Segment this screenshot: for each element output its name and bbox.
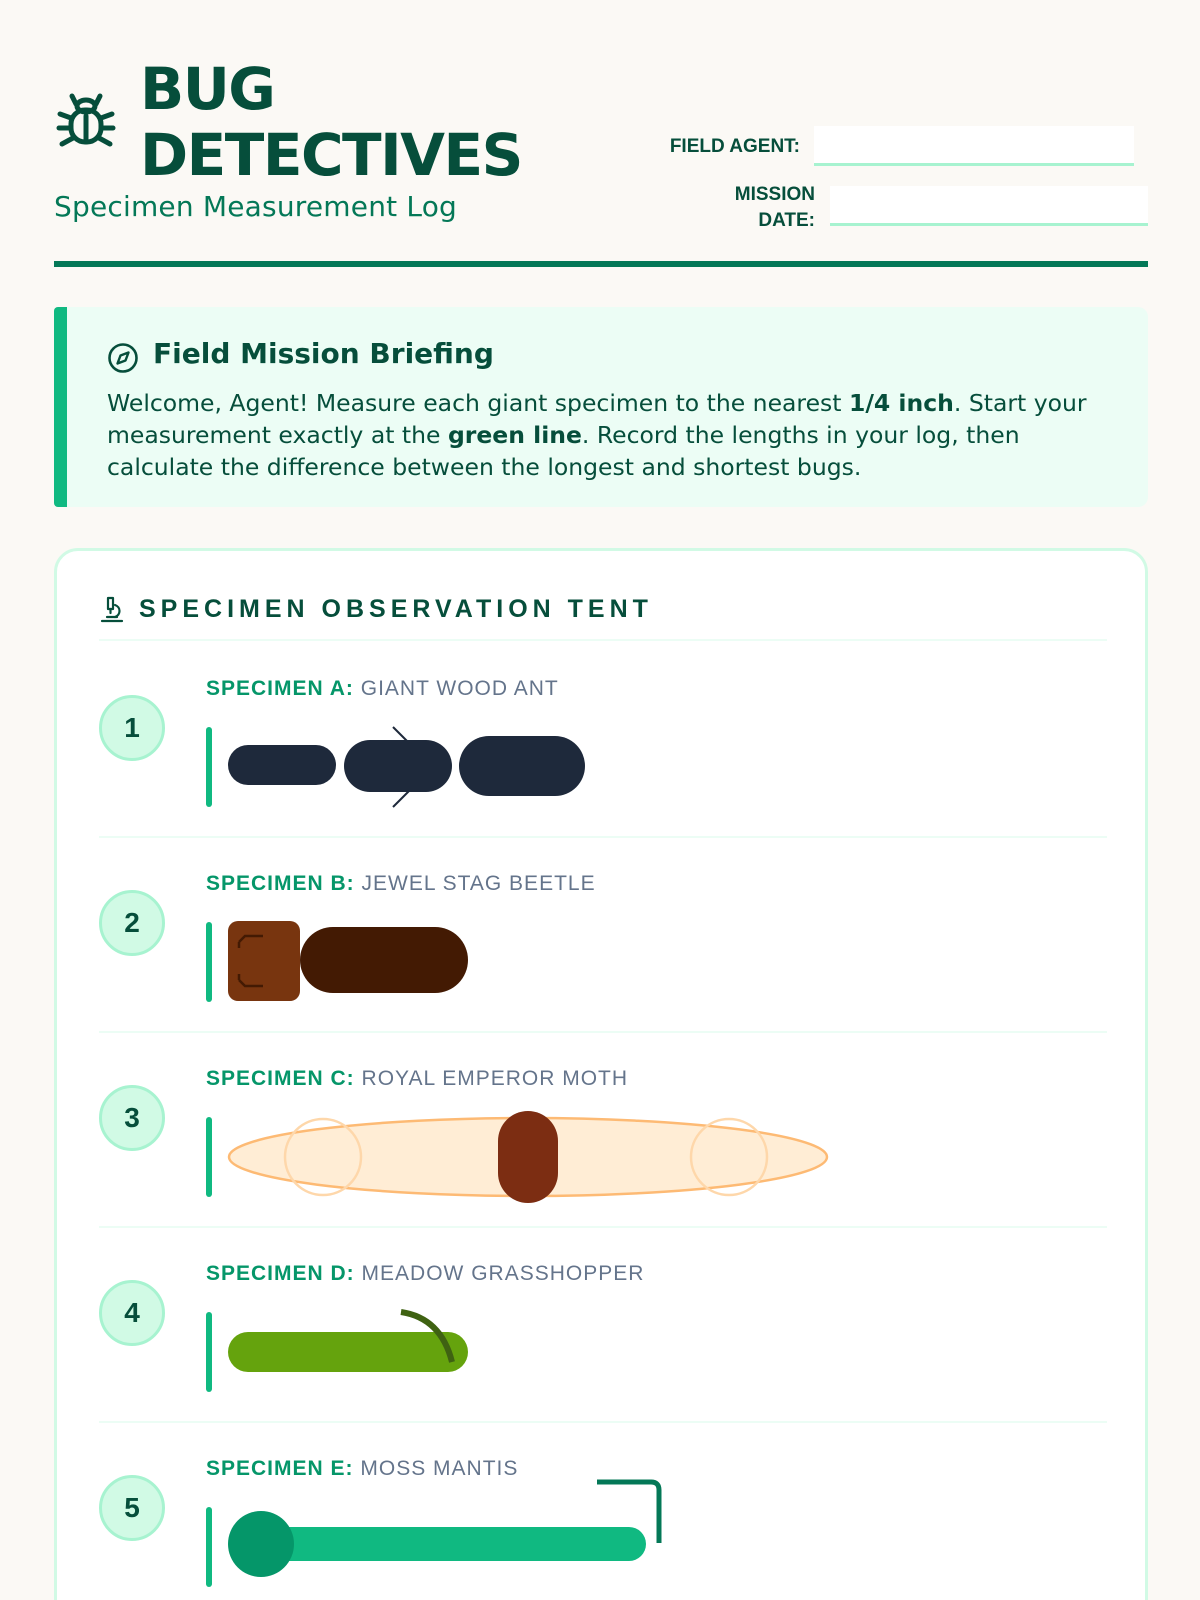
- field-agent-label: FIELD AGENT:: [669, 136, 800, 157]
- bug-icon: [54, 86, 118, 150]
- specimen-number-badge: 4: [99, 1280, 165, 1346]
- specimen-label: [206, 1067, 628, 1091]
- mission-date-label-line-2: DATE:: [758, 210, 815, 231]
- briefing-bold-precision: 1/4 inch: [848, 389, 954, 417]
- mission-date-field[interactable]: [830, 186, 1148, 226]
- royal-emperor-moth-illustration: [217, 1097, 1077, 1217]
- title-line-2: DETECTIVES: [140, 121, 522, 189]
- meadow-grasshopper-illustration: [217, 1292, 1077, 1412]
- tent-title: SPECIMEN OBSERVATION TENT: [139, 595, 653, 623]
- mission-date-label-line-1: MISSION: [734, 184, 815, 205]
- specimen-name: ROYAL EMPEROR MOTH: [361, 1067, 629, 1090]
- measurement-start-line: [206, 727, 212, 807]
- specimen-row-a: [57, 643, 1151, 838]
- page-title: [140, 56, 560, 188]
- specimen-code: SPECIMEN B:: [206, 872, 355, 895]
- page-subtitle: Specimen Measurement Log: [54, 190, 458, 223]
- briefing-title: Field Mission Briefing: [153, 337, 494, 370]
- tent-title-divider: [99, 639, 1107, 641]
- specimen-name: MEADOW GRASSHOPPER: [361, 1262, 645, 1285]
- compass-icon: [107, 342, 139, 374]
- mission-date-label: [640, 182, 815, 234]
- specimen-observation-tent: [54, 548, 1148, 1600]
- specimen-row-c: [57, 1033, 1151, 1228]
- measurement-start-line: [206, 1312, 212, 1392]
- specimen-code: SPECIMEN D:: [206, 1262, 355, 1285]
- measurement-start-line: [206, 1507, 212, 1587]
- mission-briefing: [54, 307, 1148, 507]
- measurement-start-line: [206, 1117, 212, 1197]
- specimen-code: SPECIMEN E:: [206, 1457, 354, 1480]
- specimen-number-badge: 1: [99, 695, 165, 761]
- specimen-label: [206, 1457, 518, 1481]
- specimen-number-badge: 2: [99, 890, 165, 956]
- jewel-stag-beetle-illustration: [217, 902, 1077, 1022]
- specimen-number-badge: 3: [99, 1085, 165, 1151]
- specimen-row-e: [57, 1423, 1151, 1600]
- specimen-name: MOSS MANTIS: [360, 1457, 519, 1480]
- specimen-row-b: [57, 838, 1151, 1033]
- briefing-text-part-2: . Start your measurement exactly at the: [107, 389, 1087, 449]
- giant-wood-ant-illustration: [217, 707, 1077, 827]
- header-divider: [54, 261, 1148, 267]
- specimen-code: SPECIMEN A:: [206, 677, 354, 700]
- specimen-number-badge: 5: [99, 1475, 165, 1541]
- specimen-label: [206, 1262, 644, 1286]
- title-line-1: BUG: [140, 55, 275, 123]
- field-agent-field[interactable]: [814, 126, 1134, 166]
- measurement-start-line: [206, 922, 212, 1002]
- specimen-name: GIANT WOOD ANT: [360, 677, 559, 700]
- specimen-label: [206, 677, 559, 701]
- specimen-row-d: [57, 1228, 1151, 1423]
- briefing-text-part-1: Welcome, Agent! Measure each giant specimen to the nearest: [107, 389, 849, 417]
- moss-mantis-illustration: [217, 1487, 1077, 1600]
- specimen-code: SPECIMEN C:: [206, 1067, 355, 1090]
- briefing-text: [107, 387, 1117, 483]
- briefing-bold-start-line: green line: [447, 421, 582, 449]
- specimen-name: JEWEL STAG BEETLE: [361, 872, 596, 895]
- briefing-text-part-3: . Record the lengths in your log, then calculate the difference between the longest and shortest bugs.: [107, 421, 1020, 481]
- microscope-icon: [99, 595, 125, 623]
- specimen-label: [206, 872, 596, 896]
